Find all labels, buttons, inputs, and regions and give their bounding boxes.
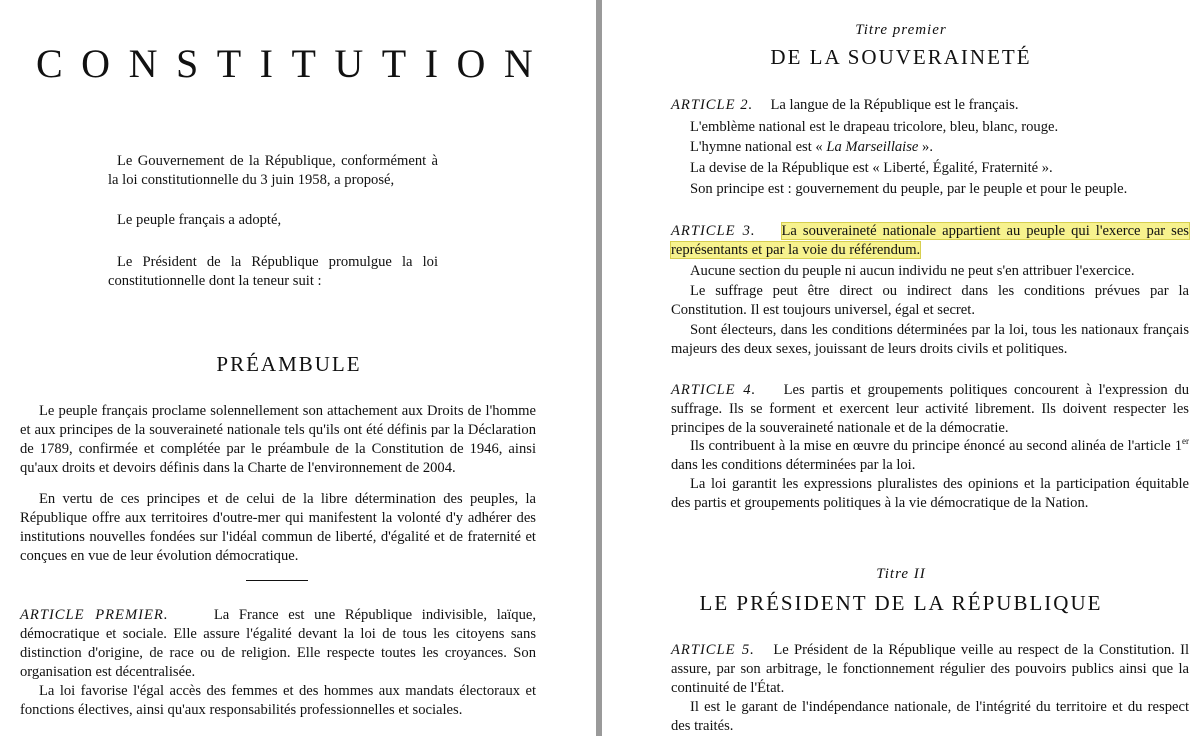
article-3-paragraph-2: Aucune section du peuple ni aucun individu ne peut s'en attribuer l'exercice. — [690, 263, 1135, 279]
intro-paragraph-2: Le peuple français a adopté, — [117, 212, 282, 228]
article-2-paragraph-5: Son principe est : gouvernement du peuple, par le peuple et pour le peuple. — [690, 181, 1128, 197]
article-2-hymn-suffix: ». — [918, 139, 933, 155]
article-4-paragraph-3: La loi garantit les expressions pluralistes des opinions et la participation équitable des partis et groupements politiques à la vie démocratique de la Nation. — [671, 476, 1189, 511]
article-4-paragraph-1 — [671, 381, 1189, 438]
article-premier-paragraph-2: La loi favorise l'égal accès des femmes et des hommes aux mandats électoraux et fonctions électives, ainsi qu'aux responsabilités professionnelles et sociales. — [20, 683, 536, 718]
article-2-hymn-title: La Marseillaise — [826, 139, 919, 155]
article-5-text-1: Le Président de la République veille au respect de la Constitution. Il assure, par son arbitrage, le fonctionnement régulier des pouvoirs publics ainsi que la continuité de l'État. — [671, 642, 1189, 696]
article-4-text-2-suffix: dans les conditions déterminées par la loi. — [671, 457, 916, 473]
intro-paragraph-3: Le Président de la République promulgue la loi constitutionnelle dont la teneur suit : — [108, 254, 438, 289]
article-4-superscript: er — [1182, 436, 1189, 447]
preamble-paragraph-2: En vertu de ces principes et de celui de la libre détermination des peuples, la République offre aux territoires d'outre-mer qui manifestent la volonté d'y adhérer des institutions nouvelles fondées sur l'idéal commun de liberté, d'égalité et de fraternité et conçues en vue de leur évolution démocratique. — [20, 491, 536, 564]
article-3-paragraph-3: Le suffrage peut être direct ou indirect dans les conditions prévues par la Constitution. Il est toujours universel, égal et secret. — [671, 283, 1189, 318]
article-3-paragraph-1 — [671, 222, 1189, 260]
preamble-paragraph-1: Le peuple français proclame solennellement son attachement aux Droits de l'homme et aux principes de la souveraineté nationale tels qu'ils ont été définis par la Déclaration de 1789, confirmée et complétée par le préambule de la Constitution de 1946, ainsi qu'aux droits et devoirs définis dans la Charte de l'environnement de 2004. — [20, 403, 536, 476]
article-premier-text: La France est une République indivisible, laïque, démocratique et sociale. Elle assure l'égalité devant la loi de tous les citoyens sans distinction d'origine, de race ou de religion. Elle respecte toutes les croyances. Son organisation est décentralisée. — [20, 607, 536, 680]
article-4-label: ARTICLE 4. — [671, 382, 757, 398]
article-2-hymn-prefix: L'hymne national est « — [690, 139, 827, 155]
titre-2-heading: LE PRÉSIDENT DE LA RÉPUBLIQUE — [699, 591, 1103, 615]
right-page — [602, 0, 1200, 736]
document-title: CONSTITUTION — [36, 41, 552, 86]
section-divider — [246, 580, 308, 581]
article-2-label: ARTICLE 2. — [671, 97, 754, 113]
article-4-paragraph-2 — [671, 437, 1189, 475]
article-2-paragraph-2: L'emblème national est le drapeau tricolore, bleu, blanc, rouge. — [690, 119, 1059, 135]
highlighted-text: La souveraineté nationale appartient au peuple qui l'exerce par ses représentants et par la voie du référendum. — [671, 223, 1189, 258]
article-2-text-1: La langue de la République est le français. — [770, 97, 1019, 113]
article-5-paragraph-2: Il est le garant de l'indépendance nationale, de l'intégrité du territoire et du respect des traités. — [671, 699, 1189, 734]
article-premier-paragraph-1 — [20, 606, 536, 682]
article-2-paragraph-1 — [671, 96, 1189, 115]
article-4-text-1: Les partis et groupements politiques concourent à l'expression du suffrage. Ils se forment et exercent leur activité librement. Ils doivent respecter les principes de la souveraineté nationale et de la démocratie. — [671, 382, 1189, 436]
article-premier-label: ARTICLE PREMIER. — [20, 607, 169, 623]
titre-2-label: Titre II — [876, 566, 926, 582]
intro-paragraph-1: Le Gouvernement de la République, conformément à la loi constitutionnelle du 3 juin 1958, a proposé, — [108, 153, 438, 188]
left-page — [0, 0, 596, 736]
article-2-paragraph-3 — [671, 138, 1189, 157]
titre-premier-heading: DE LA SOUVERAINETÉ — [770, 45, 1032, 69]
titre-premier-label: Titre premier — [855, 22, 947, 38]
preamble-title: PRÉAMBULE — [216, 352, 362, 376]
article-5-paragraph-1 — [671, 641, 1189, 698]
article-2-paragraph-4: La devise de la République est « Liberté, Égalité, Fraternité ». — [690, 160, 1053, 176]
article-3-label: ARTICLE 3. — [671, 223, 756, 239]
article-5-label: ARTICLE 5. — [671, 642, 755, 658]
article-4-text-2-prefix: Ils contribuent à la mise en œuvre du principe énoncé au second alinéa de l'article 1 — [690, 438, 1182, 454]
article-3-paragraph-4: Sont électeurs, dans les conditions déterminées par la loi, tous les nationaux français majeurs des deux sexes, jouissant de leurs droits civils et politiques. — [671, 322, 1189, 357]
